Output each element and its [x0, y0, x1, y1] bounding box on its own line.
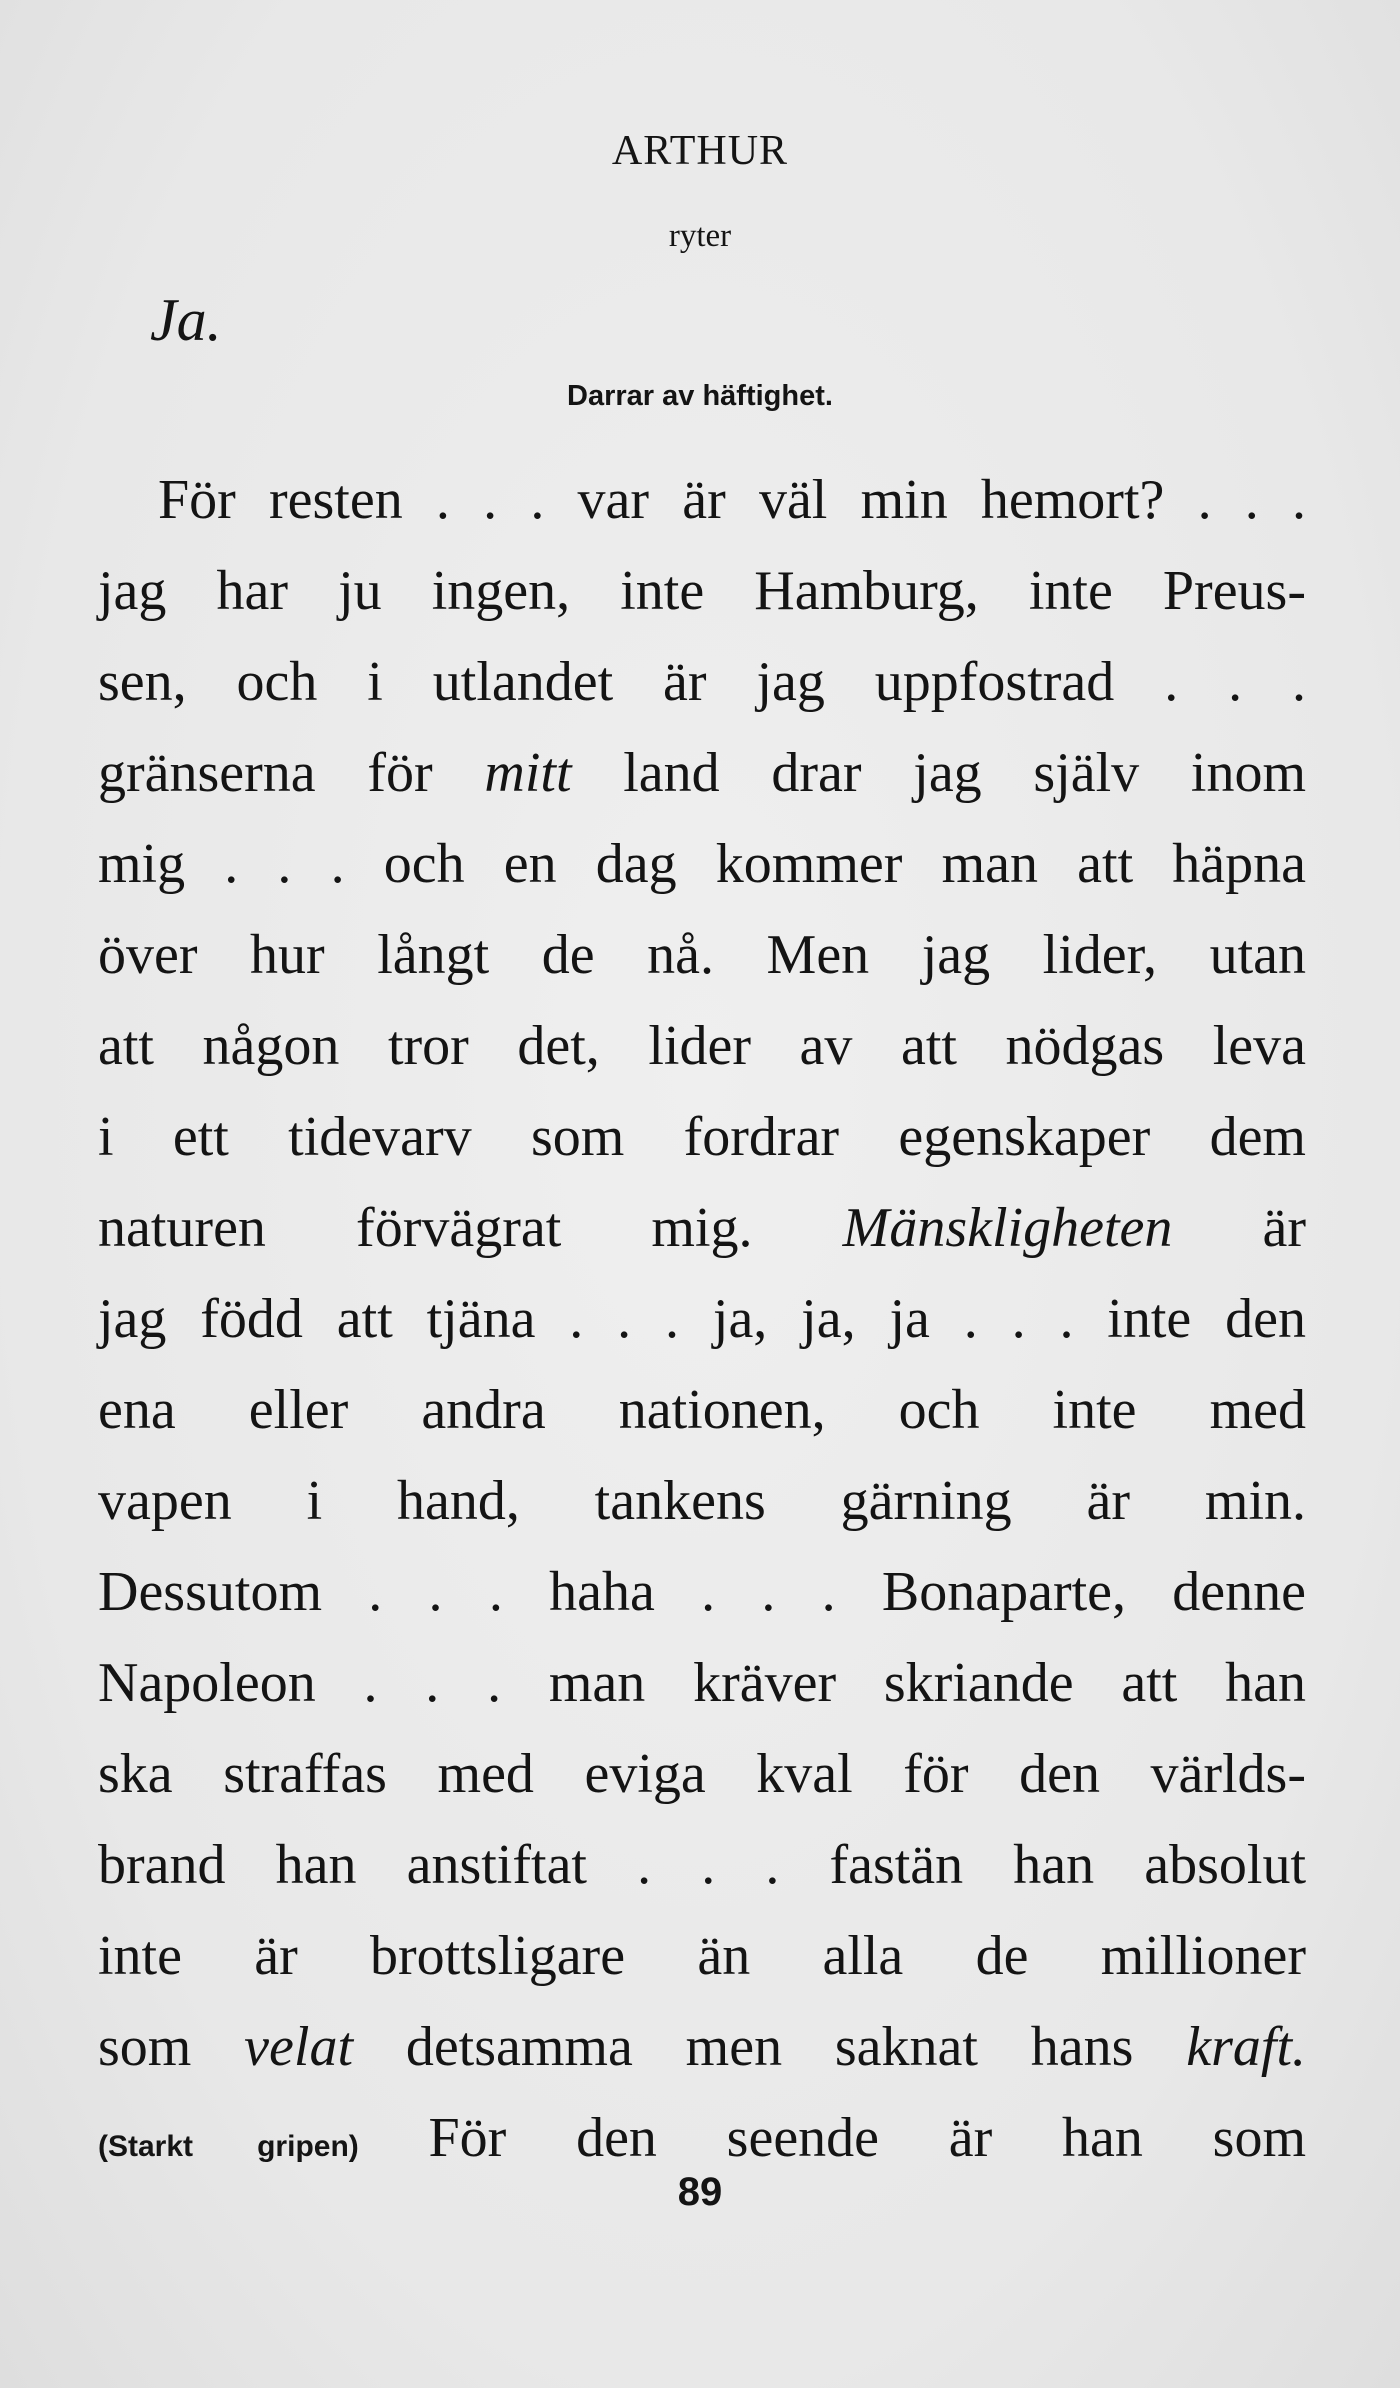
text-segment: För resten . . . var är väl min hemort? . . . — [158, 469, 1306, 531]
text-line — [98, 819, 1306, 910]
text-segment: inte är brottsligare än alla de millioner — [98, 1925, 1306, 1987]
stage-direction: Darrar av häftighet. — [567, 380, 833, 412]
text-line — [98, 637, 1306, 728]
emphasis-text: mitt — [484, 742, 572, 804]
speaker-direction: ryter — [668, 218, 732, 254]
text-line — [98, 1638, 1306, 1729]
text-segment: ena eller andra nationen, och inte med — [98, 1379, 1306, 1441]
text-segment: För den seende är han som — [358, 2107, 1306, 2169]
text-line — [98, 1820, 1306, 1911]
text-line — [98, 1729, 1306, 1820]
text-segment: som — [98, 2016, 245, 2078]
text-segment: jag född att tjäna . . . ja, ja, ja . . . inte den — [98, 1288, 1306, 1350]
text-segment: Dessutom . . . haha . . . Bonaparte, denne — [98, 1561, 1306, 1623]
text-segment: mig . . . och en dag kommer man att häpna — [98, 833, 1306, 895]
text-line — [98, 1456, 1306, 1547]
text-segment: gränserna för — [98, 742, 485, 804]
text-segment: Napoleon . . . man kräver skriande att han — [98, 1652, 1306, 1714]
text-line — [98, 728, 1306, 819]
text-line — [98, 546, 1306, 637]
text-segment: jag har ju ingen, inte Hamburg, inte Preus- — [98, 560, 1306, 622]
emphasis-text: kraft. — [1186, 2016, 1306, 2078]
emphasis-text: velat — [244, 2016, 353, 2078]
inline-stage-direction: (Starkt gripen) — [98, 2130, 359, 2163]
text-segment: är — [1172, 1197, 1306, 1259]
text-segment: detsamma men saknat hans — [353, 2016, 1187, 2078]
text-line — [98, 1183, 1306, 1274]
text-segment: naturen förvägrat mig. — [98, 1197, 843, 1259]
text-segment: brand han anstiftat . . . fastän han absolut — [98, 1834, 1306, 1896]
exclamation: Ja. — [150, 287, 222, 353]
dialogue-body — [98, 455, 1306, 2184]
text-line — [98, 1092, 1306, 1183]
text-line — [98, 2002, 1306, 2093]
text-line — [98, 910, 1306, 1001]
text-segment: vapen i hand, tankens gärning är min. — [98, 1470, 1306, 1532]
text-line — [98, 1911, 1306, 2002]
text-line — [98, 455, 1306, 546]
page-number: 89 — [677, 2170, 723, 2214]
text-segment: sen, och i utlandet är jag uppfostrad . . . — [98, 651, 1306, 713]
text-segment: att någon tror det, lider av att nödgas leva — [98, 1015, 1306, 1077]
speaker-name: ARTHUR — [611, 128, 789, 174]
text-line — [98, 1365, 1306, 1456]
text-segment: över hur långt de nå. Men jag lider, utan — [98, 924, 1306, 986]
text-line — [98, 1547, 1306, 1638]
text-line — [98, 1001, 1306, 1092]
text-line — [98, 1274, 1306, 1365]
emphasis-text: Mänskligheten — [842, 1197, 1173, 1259]
text-segment: land drar jag själv inom — [571, 742, 1306, 804]
text-segment: ska straffas med eviga kval för den världs- — [98, 1743, 1306, 1805]
text-segment: i ett tidevarv som fordrar egenskaper dem — [98, 1106, 1306, 1168]
